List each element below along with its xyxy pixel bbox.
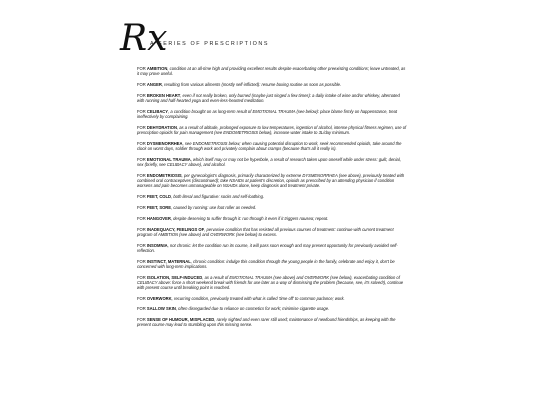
entry-term: SENSE OF HUMOUR, MISPLACED: [146, 317, 215, 323]
entry-lead: FOR: [137, 156, 147, 162]
entry-term: EMOTIONAL TRAUMA: [146, 156, 191, 162]
entry-term: CELIBACY: [146, 108, 169, 114]
prescription-entry: [137, 317, 407, 327]
entry-term: FEET, COLD: [146, 193, 172, 199]
entry-body: , resulting from various ailments (mostly self-inflicted): resume boxing routine as soon as possible.: [161, 81, 342, 87]
entry-lead: FOR: [137, 193, 147, 199]
rx-logo-text: Rx: [120, 18, 168, 58]
entry-term: DYSMENORRHEA: [146, 140, 183, 146]
entry-body: , often disregarded due to reliance on cosmetics for work; minimise cigarette usage.: [175, 306, 330, 312]
prescription-entry: [137, 82, 407, 87]
entry-body: , pervasive condition that has resisted all previous courses of treatment: continue with current treatment program of AMBITION (see above) and OVERWORK (see below) to excess.: [137, 226, 394, 237]
entry-body: , even if not really broken, only burned (maybe just singed a few times): a daily intake of wine and/or whiskey, alternated with running and half-hearted yoga and even-less-hearted meditation.: [137, 92, 400, 103]
entry-lead: FOR: [137, 81, 147, 87]
entry-lead: FOR: [137, 274, 147, 280]
entry-term: ENDOMETRIOSIS: [146, 172, 182, 178]
entry-lead: FOR: [137, 124, 147, 130]
entry-term: DEHYDRATION: [146, 124, 177, 130]
prescription-entry: [137, 173, 407, 188]
entry-lead: FOR: [137, 172, 147, 178]
prescription-entry: [137, 275, 407, 290]
prescription-entry: [137, 109, 407, 119]
entry-lead: FOR: [137, 215, 147, 221]
entry-term: BROKEN HEART: [146, 92, 181, 98]
prescription-entry: [137, 259, 407, 269]
entry-body: , as a result of EMOTIONAL TRAUMA (see above) and OVERWORK (see below), exacerbating condition of CELIBACY above: force a short weekend break with friends for use later as a way of dismissing the problem (because, see, it's solved!), continue with present course until breaking point is reached.: [137, 274, 404, 290]
entry-term: HANGOVER: [146, 215, 171, 221]
entry-lead: FOR: [137, 92, 147, 98]
entry-body: , not chronic: let the condition run its course, it will pass soon enough and may present opportunity for previously avoided self-reflection.: [137, 242, 398, 253]
entry-term: AMBITION: [146, 66, 168, 71]
subtitle: A SERIES OF PRESCRIPTIONS: [150, 41, 270, 47]
entry-term: INADEQUACY, FEELINGS OF: [146, 226, 205, 232]
entry-term: SALLOW SKIN: [146, 306, 176, 312]
prescription-entry: [137, 243, 407, 253]
prescription-entry: [137, 205, 407, 210]
entry-body: , a condition brought on as long-term result of EMOTIONAL TRAUMA (see below): place blame firmly on happenstance, treat ineffectively by complaining.: [137, 108, 398, 119]
entry-lead: FOR: [137, 204, 147, 210]
entry-body: , chronic condition: indulge this condition through the young people in the family, celebrate and enjoy it, don't be concerned with long-term implications.: [137, 258, 395, 269]
entry-term: INSOMNIA: [146, 242, 168, 248]
entry-body: , as a result of altitude, prolonged exposure to low temperatures, ingestion of alcohol, intense physical fitness regimen, use of prescription opioids for pain management (see ENDOMETRIOSIS below), increase water intake to 3L/day minimum.: [137, 124, 407, 135]
entry-body: , per gynecologist's diagnosis, primarily characterized by extreme DYSMENORRHEA (see above), previously treated with combined oral contraceptives (discontinued); take NSAIDs at patient's discretion, opioids as prescribed by an attending physician if condition worsens and pain becomes unmanageable on NSAIDs alone, keep diagnosis and treatment private.: [137, 172, 405, 188]
prescription-entry: [137, 306, 407, 311]
entry-term: ANGER: [146, 81, 162, 87]
entry-body: , both literal and figurative: socks and self-loathing.: [171, 193, 265, 199]
entry-lead: FOR: [137, 295, 147, 301]
prescription-list: [137, 66, 407, 333]
entry-lead: FOR: [137, 242, 147, 248]
prescription-entry: [137, 66, 407, 76]
entry-lead: FOR: [137, 306, 147, 312]
entry-body: , caused by running: use foot roller as needed.: [171, 204, 257, 210]
prescription-entry: [137, 157, 407, 167]
entry-term: INSTINCT, MATERNAL: [146, 258, 191, 264]
entry-term: ISOLATION, SELF-INDUCED: [146, 274, 203, 280]
prescription-entry: [137, 194, 407, 199]
prescription-entry: [137, 141, 407, 151]
entry-lead: FOR: [137, 226, 147, 232]
entry-body: , condition at an all-time high and providing excellent results despite exacerbating other preexisting conditions; leave untreated, as it may prove useful.: [137, 66, 406, 77]
entry-term: FEET, SORE: [146, 204, 172, 210]
entry-lead: FOR: [137, 140, 147, 146]
entry-body: , see ENDOMETRIOSIS below; when causing potential disruption to work, seek recommended opioids, take around the clock on worst days, soldier through work and privately complain about cramps (because that's all it really is).: [137, 140, 402, 151]
prescription-entry: [137, 216, 407, 221]
entry-body: , recurring condition, previously treated with what is called 'time off' to common parlance; work.: [171, 295, 345, 301]
prescription-entry: [137, 296, 407, 301]
entry-body: , despite deserving to suffer through it: run through it even if it triggers nausea; repeat.: [170, 215, 329, 221]
prescription-entry: [137, 227, 407, 237]
entry-term: OVERWORK: [146, 295, 172, 301]
entry-lead: FOR: [137, 108, 147, 114]
entry-body: , which itself may or may not be hyperbole, a result of research taken upon oneself while under stress: guilt, denial, sex (briefly, see CELIBACY above), and alcohol.: [137, 156, 401, 167]
prescription-entry: [137, 93, 407, 103]
entry-lead: FOR: [137, 66, 147, 71]
rx-logo: [118, 16, 178, 58]
prescription-entry: [137, 125, 407, 135]
entry-lead: FOR: [137, 317, 147, 323]
entry-body: , rarely sighted and even rarer still used; maintenance of newfound friendships, as keeping with the present course may lead to stumbling upon this missing sense.: [137, 317, 396, 328]
entry-lead: FOR: [137, 258, 147, 264]
